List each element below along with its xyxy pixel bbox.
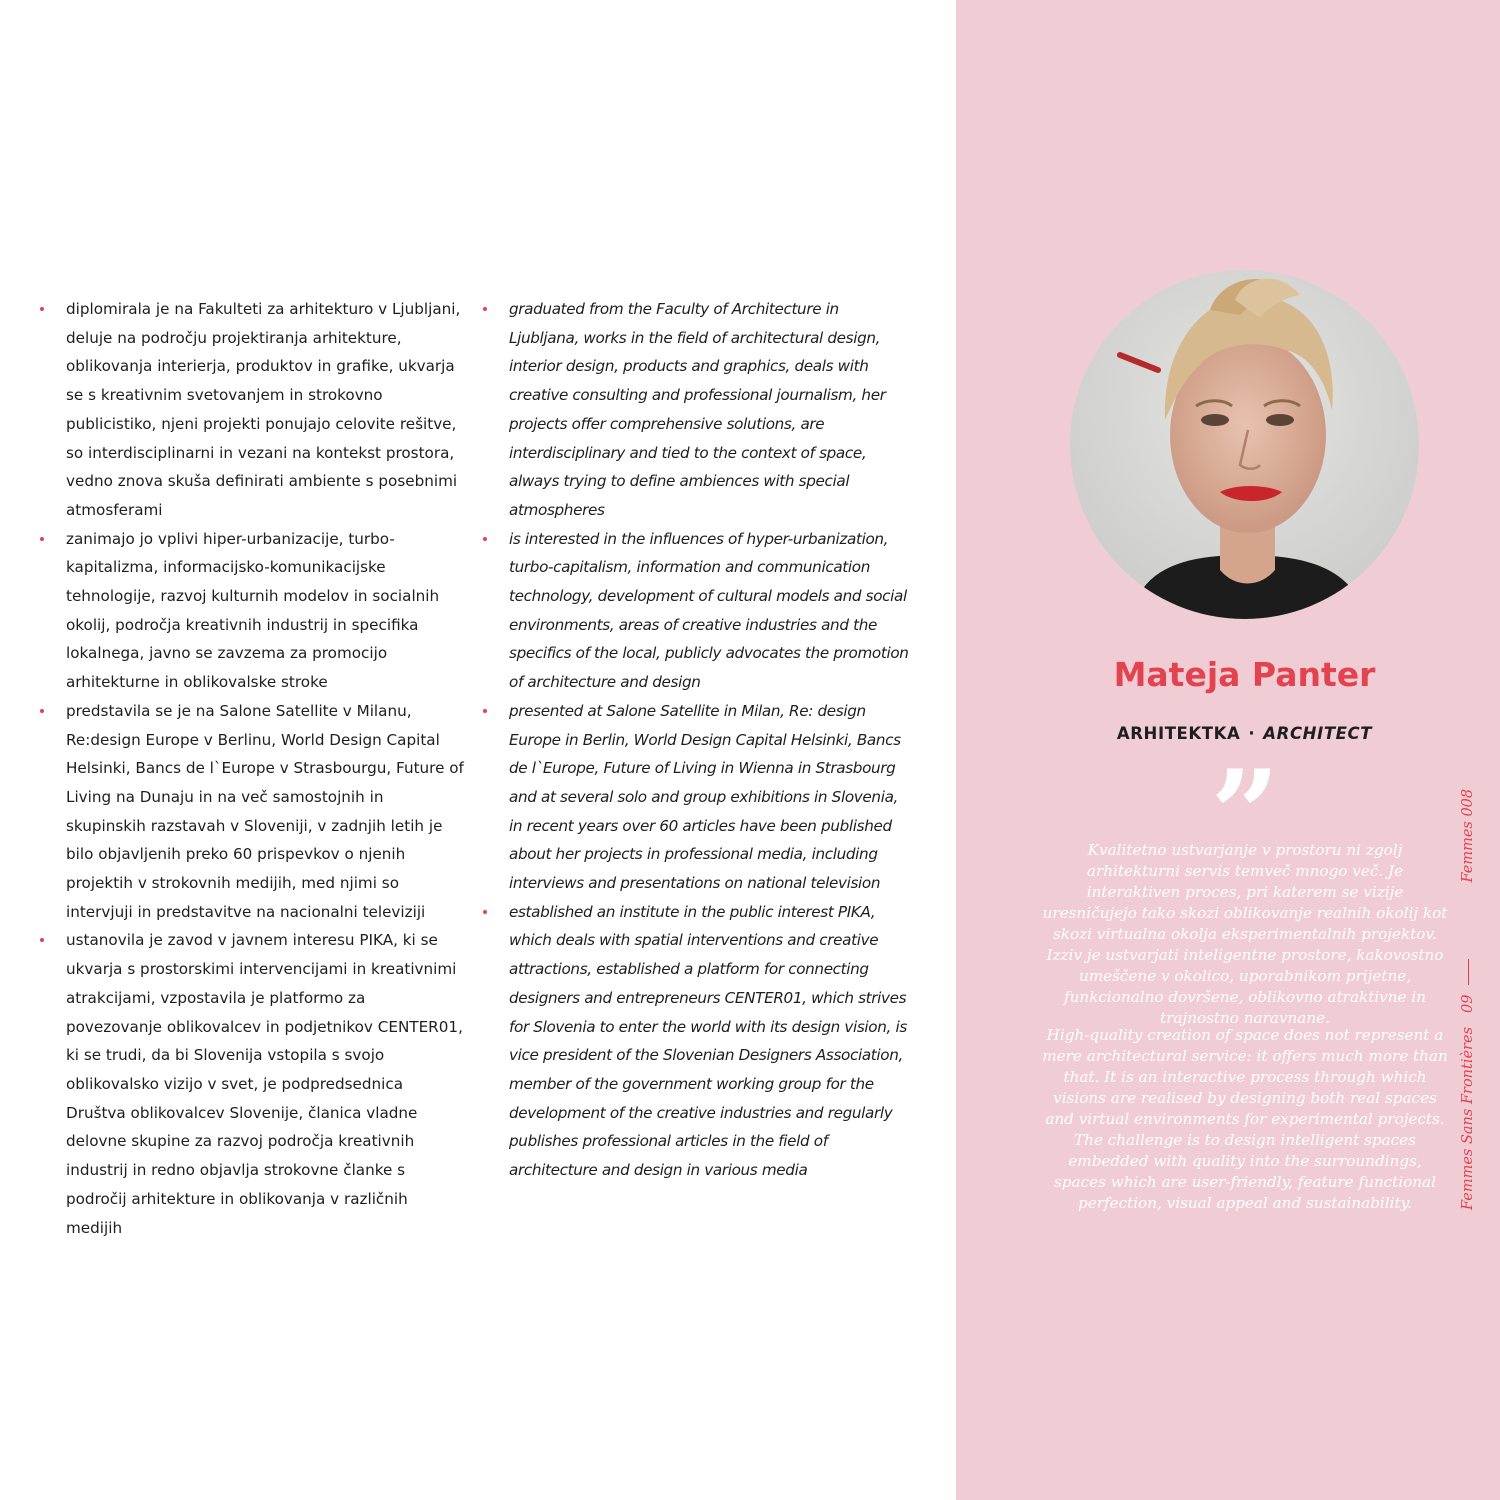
portrait-photo xyxy=(1070,270,1419,619)
quote-english: High-quality creation of space does not represent a mere architectural service: it offers much more than that. It is an interactive process through which visions are realised by designing both real spaces and virtual environments for experimental projects. The challenge is to design intelligent spaces embedded with quality into the surroundings, spaces which are user-friendly, feature functional perfection, visual appeal and sustainability. xyxy=(1042,1026,1448,1212)
english-bio-item: is interested in the influences of hyper-urbanization, turbo-capitalism, information and communication technology, development of cultural models and social environments, areas of creative industries and the specifics of the local, publicly advocates the promotion of architecture and design xyxy=(509,525,909,697)
slovene-bio-item: zanimajo jo vplivi hiper-urbanizacije, turbo-kapitalizma, informacijsko-komunikacijske tehnologije, razvoj kulturnih modelov in socialnih okolij, področja kreativnih industrij in specifika lokalnega, javno se zavzema za promocijo arhitekturne in oblikovalske stroke xyxy=(66,525,466,697)
role-slovene: ARHITEKTKA xyxy=(1116,724,1241,743)
profile-name: Mateja Panter xyxy=(1113,655,1376,694)
quote-slovene: Kvalitetno ustvarjanje v prostoru ni zgolj arhitekturni servis temveč mnogo več. Je interaktiven proces, pri katerem se vizije uresničujejo tako skozi oblikovanje realnih okolij kot skozi virtualna okolja eksperimentalnih projektov. Izziv je ustvarjati inteligentne prostore, kakovostno umeščene v okolico, uporabnikom prijetne, funkcionalno dovršene, oblikovno atraktivne in trajnostno naravnane. xyxy=(1042,841,1448,1027)
role-separator: · xyxy=(1248,724,1256,743)
series-title: Femmes Sans Frontières xyxy=(1460,1026,1476,1210)
slovene-bio-item: ustanovila je zavod v javnem interesu PIKA, ki se ukvarja s prostorskimi intervencijami in kreativnimi atrakcijami, vzpostavila je platformo za povezovanje oblikovalcev in podjetnikov CENTER01, ki se trudi, da bi Slovenija vstopila s svojo oblikovalsko vizijo v svet, je podpredsednica Društva oblikovalcev Slovenije, članica vladne delovne skupine za razvoj področja kreativnih industrij in redno objavlja strokovne članke s področij arhitekture in oblikovanja v različnih medijih xyxy=(66,926,466,1242)
side-rule xyxy=(1468,959,1469,985)
page-number: 09 xyxy=(1460,994,1476,1013)
slovene-bio-item: predstavila se je na Salone Satellite v Milanu, Re:design Europe v Berlinu, World Design Capital Helsinki, Bancs de l`Europe v Strasbourgu, Future of Living na Dunaju in na več samostojnih in skupinskih razstavah v Sloveniji, v zadnjih letih je bilo objavljenih preko 60 prispevkov o njenih projektih v strokovnih medijih, med njimi so intervjuji in predstavitve na nacionalni televiziji xyxy=(66,697,466,927)
english-bio-item: established an institute in the public interest PIKA, which deals with spatial interventions and creative attractions, established a platform for connecting designers and entrepreneurs CENTER01, which strives for Slovenia to enter the world with its design vision, is vice president of the Slovenian Designers Association, member of the government working group for the development of the creative industries and regularly publishes professional articles in the field of architecture and design in various media xyxy=(509,898,909,1185)
slovene-bio-item: diplomirala je na Fakulteti za arhitekturo v Ljubljani, deluje na področju projektiranja arhitekture, oblikovanja interierja, produktov in grafike, ukvarja se s kreativnim svetovanjem in strokovno publicistiko, njeni projekti ponujajo celovite rešitve, so interdisciplinarni in vezani na kontekst prostora, vedno znova skuša definirati ambiente s posebnimi atmosferami xyxy=(66,295,466,525)
english-bio-item: presented at Salone Satellite in Milan, Re: design Europe in Berlin, World Design Capital Helsinki, Bancs de l`Europe, Future of Living in Wienna in Strasbourg and at several solo and group exhibitions in Slovenia, in recent years over 60 articles have been published about her projects in professional media, including interviews and presentations on national television xyxy=(509,697,909,898)
vertical-side-label xyxy=(1460,610,1476,1210)
slovene-bio-list xyxy=(66,295,466,1242)
english-bio-item: graduated from the Faculty of Architecture in Ljubljana, works in the field of architectural design, interior design, products and graphics, deals with creative consulting and professional journalism, her projects offer comprehensive solutions, are interdisciplinary and tied to the context of space, always trying to define ambiences with special atmospheres xyxy=(509,295,909,525)
english-bio-list xyxy=(509,295,909,1185)
profile-role xyxy=(1070,724,1419,743)
edition-label: Femmes 008 xyxy=(1460,788,1476,883)
role-english: ARCHITECT xyxy=(1263,724,1373,743)
quotation-mark-icon: ” xyxy=(1210,744,1280,885)
